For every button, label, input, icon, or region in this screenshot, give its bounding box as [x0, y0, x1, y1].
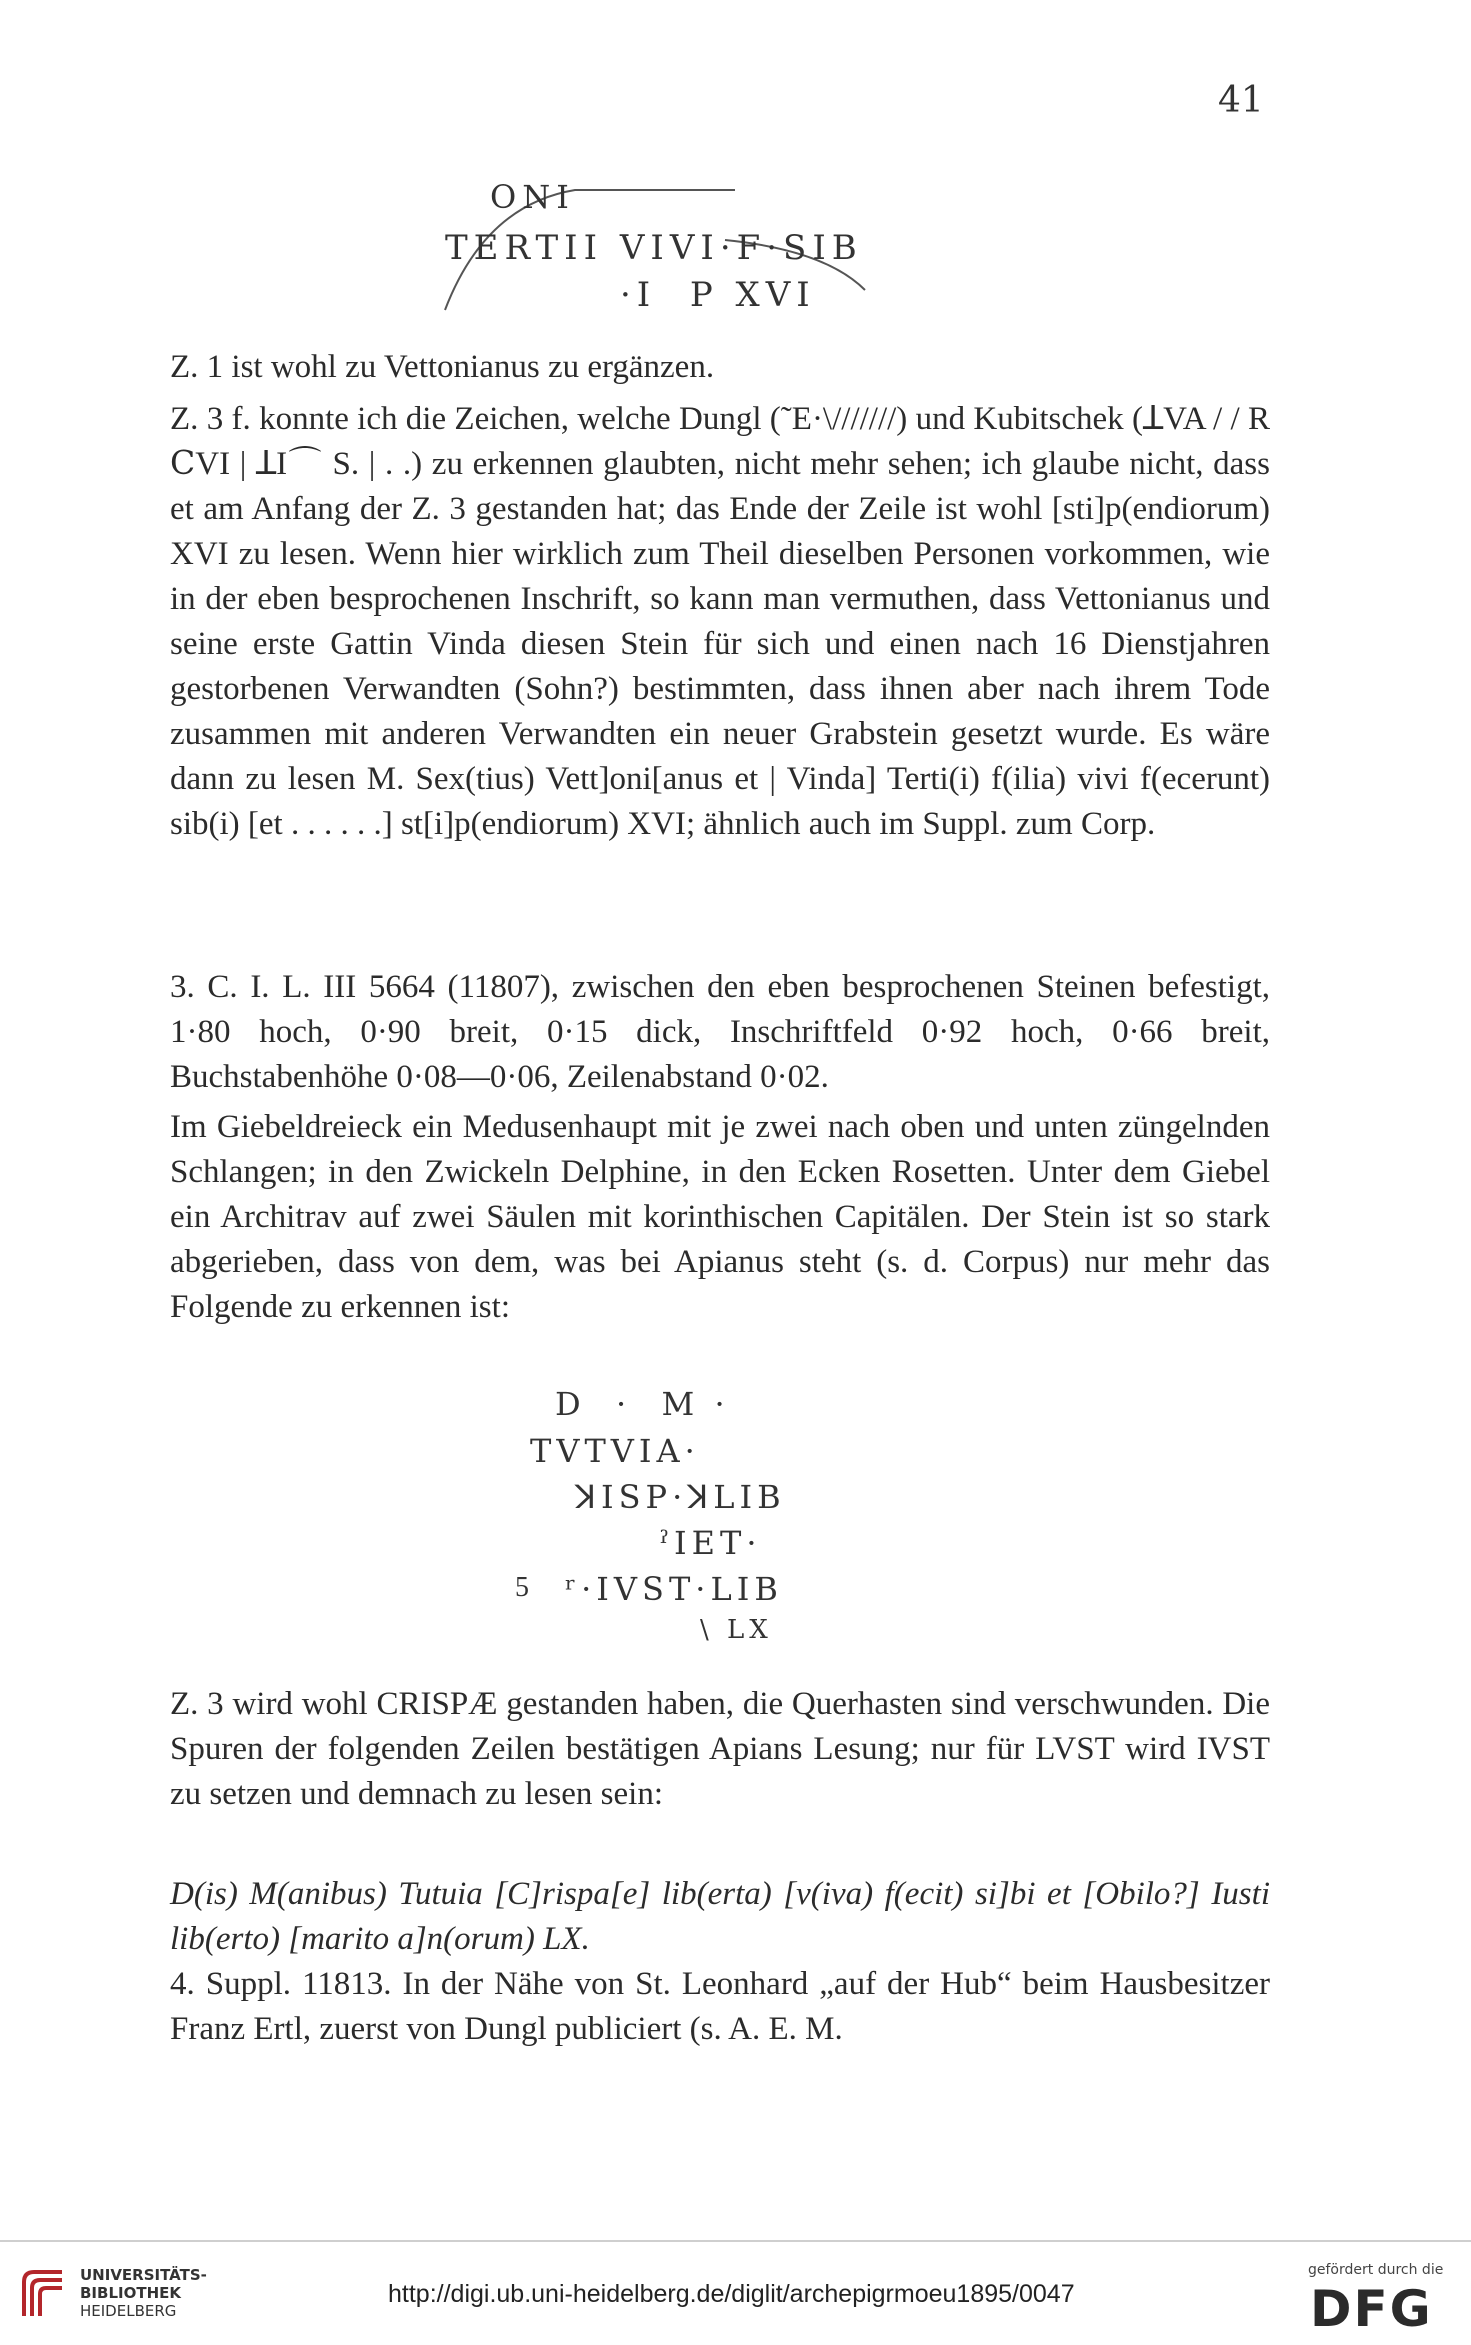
library-name-line-2: BIBLIOTHEK	[80, 2284, 181, 2302]
inscription-top-line-3: ·I P XVI	[620, 275, 816, 315]
library-name-line-1: UNIVERSITÄTS-	[80, 2266, 207, 2284]
paragraph-7: 4. Suppl. 11813. In der Nähe von St. Leonhard „auf der Hub“ beim Hausbesitzer Franz Ertl, zuerst von Dungl publiciert (s. A. E. M.	[170, 1966, 1270, 2047]
footer-bar	[0, 2240, 1471, 2345]
library-logo-icon	[16, 2264, 70, 2324]
paragraph-3: 3. C. I. L. III 5664 (11807), zwischen den eben besprochenen Steinen befestigt, 1·80 hoch, 0·90 breit, 0·15 dick, Inschriftfeld 0·92 hoch, 0·66 breit, Buchstabenhöhe 0·08—0·06, Zeilenabstand 0·02.	[170, 969, 1270, 1095]
inscription-mid-line-4: ˀIET·	[660, 1524, 762, 1562]
funded-by-label: gefördert durch die	[1308, 2262, 1444, 2278]
inscription-mid-line-3: ꓘISP·ꓘLIB	[575, 1478, 786, 1516]
inscription-top-line-1: ONI	[490, 178, 575, 216]
inscription-mid-line-2: TVTVIA·	[530, 1432, 700, 1470]
library-name	[80, 2266, 207, 2320]
paragraph-2: Z. 3 f. konnte ich die Zeichen, welche Dungl (˜E·\///////) und Kubitschek (ꓕVA / / R ⅭVI | ꓕI⌒ S. | . .) zu erkennen glaubten, nicht mehr sehen; ich glaube nicht, dass et am Anfang der Z. 3 gestanden hat; das Ende der Zeile ist wohl [sti]p(endiorum) XVI zu lesen. Wenn hier wirklich zum Theil dieselben Personen vorkommen, wie in der eben besprochenen Inschrift, so kann man vermuthen, dass Vettonianus und seine erste Gattin Vinda diesen Stein für sich und einen nach 16 Dienstjahren gestorbenen Verwandten (Sohn?) bestimmten, dass ihnen aber nach ihrem Tode zusammen mit anderen Verwandten ein neuer Grabstein gesetzt wurde. Es wäre dann zu lesen M. Sex(tius) Vett]oni[anus et | Vinda] Terti(i) f(ilia) vivi f(ecerunt) sib(i) [et . . . . . .] st[i]p(endiorum) XVI; ähnlich auch im Suppl. zum Corp.	[170, 401, 1270, 842]
permalink-url[interactable]: http://digi.ub.uni-heidelberg.de/diglit/archepigrmoeu1895/0047	[388, 2280, 1075, 2308]
paragraph-1: Z. 1 ist wohl zu Vettonianus zu ergänzen.	[170, 349, 715, 385]
inscription-mid-line-5: ʳ·IVSТ·LIB	[565, 1570, 783, 1608]
inscription-mid-line-6: \ LX	[700, 1615, 773, 1645]
paragraph-5: Z. 3 wird wohl CRISPÆ gestanden haben, die Querhasten sind verschwunden. Die Spuren der folgenden Zeilen bestätigen Apians Lesung; nur für LVST wird IVST zu setzen und demnach zu lesen sein:	[170, 1686, 1270, 1812]
paragraph-4: Im Giebeldreieck ein Medusenhaupt mit je zwei nach oben und unten züngelnden Schlangen; in den Zwickeln Delphine, in den Ecken Rosetten. Unter dem Giebel ein Architrav auf zwei Säulen mit korinthischen Capitälen. Der Stein ist so stark abgerieben, dass von dem, was bei Apianus steht (s. d. Corpus) nur mehr das Folgende zu erkennen ist:	[170, 1109, 1270, 1325]
inscription-mid-line-1: D · M ·	[555, 1385, 730, 1423]
dfg-logo: DFG	[1310, 2280, 1433, 2338]
page-number: 41	[1218, 80, 1264, 121]
inscription-top-line-2: TERTII VIVI·F·SIB	[445, 228, 863, 268]
paragraph-6: D(is) M(anibus) Tutuia [C]rispa[e] lib(erta) [v(iva) f(ecit) si]bi et [Obilo?] Iusti lib(erto) [marito a]n(orum) LX.	[170, 1876, 1270, 1957]
inscription-line-number: 5	[515, 1572, 529, 1603]
library-name-line-3: HEIDELBERG	[80, 2302, 177, 2320]
